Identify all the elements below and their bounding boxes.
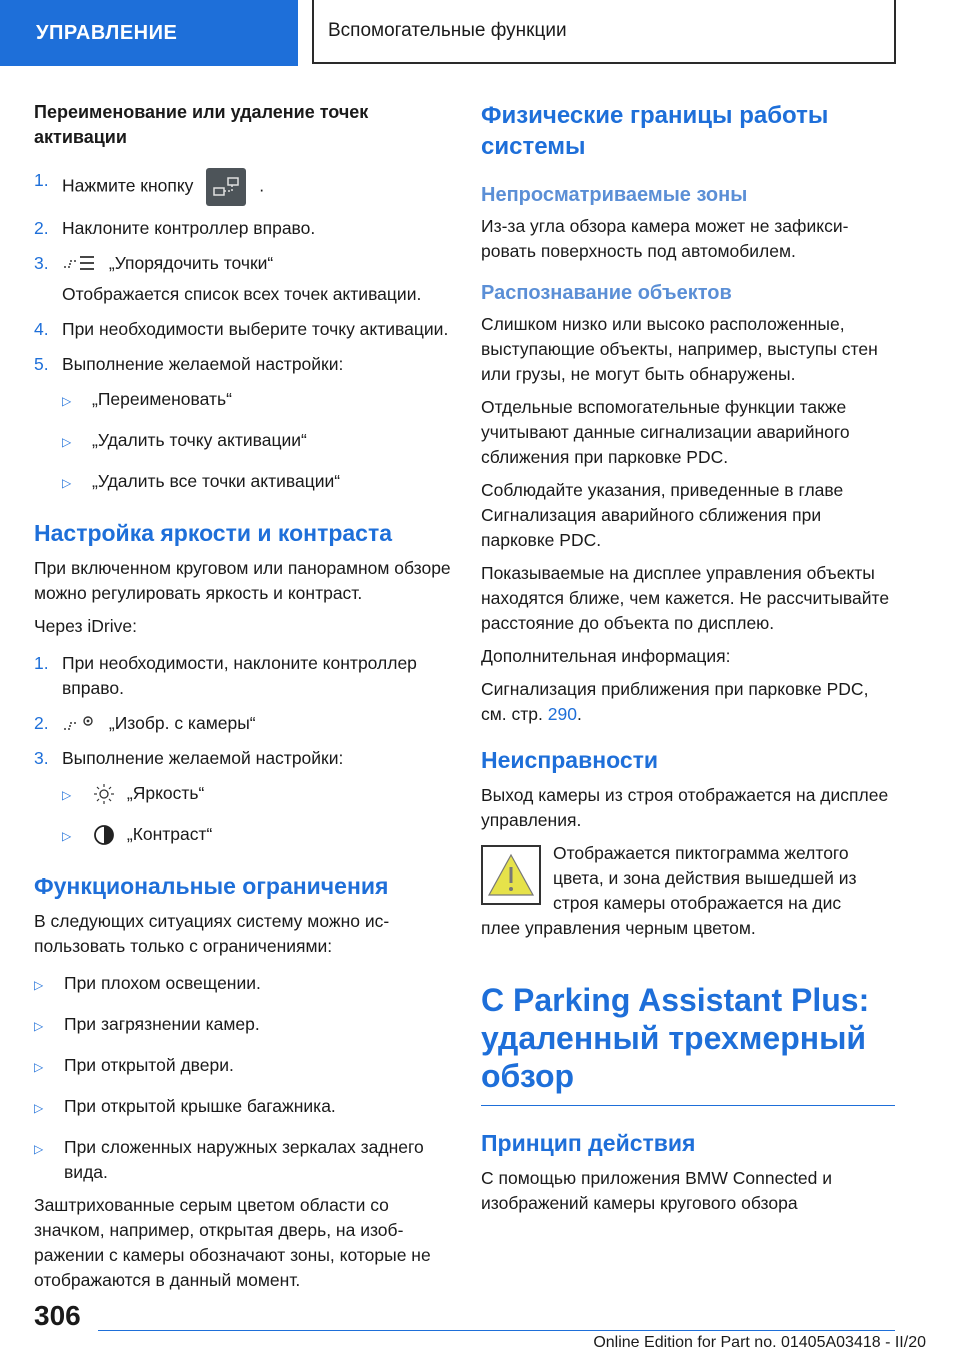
warning-pictogram	[481, 845, 541, 905]
step-text: „Изобр. с камеры“	[108, 713, 256, 733]
object-detection-heading: Распознавание объектов	[481, 282, 732, 304]
triangle-bullet-icon: ▷	[62, 829, 72, 843]
triangle-bullet-icon: ▷	[62, 435, 72, 449]
limit-item: ▷ При плохом освещении.	[34, 971, 454, 998]
principle-text: С помощью приложения BMW Connected и изображений камеры кругового обзора	[481, 1168, 833, 1213]
contrast-icon	[92, 824, 116, 846]
contrast-option: ▷ „Контраст“	[62, 822, 454, 849]
rename-step-4: 4. При необходимости выберите точку активации.	[34, 317, 454, 342]
right-column	[481, 100, 895, 1224]
physical-limits-heading: Физические границы работы системы	[481, 102, 829, 160]
step-text: Нажмите кнопку	[62, 175, 194, 196]
rename-heading: Переименование или удаление точек активации	[34, 102, 369, 147]
step-text: Наклоните контроллер вправо.	[62, 218, 316, 238]
header-chapter: Вспомогательные функции	[312, 0, 896, 64]
footer-edition: Online Edition for Part no. 01405A03418 - II/20	[593, 1334, 926, 1351]
rename-step-3: 3. „Упорядочить точки“ Отображается список всех точек активации.	[34, 251, 454, 307]
object-detection-p2: Отдельные вспомогательные функции также учитывают данные сигнализации аварийного сближения при парковке PDC.	[481, 397, 850, 467]
limit-item: ▷ При открытой крышке багажника.	[34, 1094, 454, 1121]
limits-outro: Заштрихованные серым цветом области со значком, например, открытая дверь, на изображении с камеры обозначают зоны, которые не отображаются в данный момент.	[34, 1195, 431, 1290]
faults-heading: Неисправности	[481, 747, 659, 773]
object-detection-p1: Слишком низко или высоко расположенные, выступающие объекты, например, выступы стен или грузы, не могут быть обнаружены.	[481, 314, 878, 384]
object-detection-p3: Соблюдайте указания, приведенные в главе Сигнализация аварийного сближения при парковке PDC.	[481, 480, 844, 550]
triangle-bullet-icon: ▷	[62, 476, 72, 490]
limit-item: ▷ При загрязнении камер.	[34, 1012, 454, 1039]
brightness-heading: Настройка яркости и контраста	[34, 520, 393, 546]
triangle-bullet-icon: ▷	[34, 1101, 44, 1115]
sort-points-icon	[62, 253, 98, 275]
rename-step-2: 2. Наклоните контроллер вправо.	[34, 216, 454, 241]
brightness-option: ▷ „Яркость“	[62, 781, 454, 808]
blind-zones-heading: Непросматриваемые зоны	[481, 184, 748, 206]
triangle-bullet-icon: ▷	[62, 394, 72, 408]
triangle-bullet-icon: ▷	[34, 1019, 44, 1033]
principle-heading: Принцип действия	[481, 1130, 696, 1156]
limit-item: ▷ При открытой двери.	[34, 1053, 454, 1080]
more-info-label: Дополнительная информация:	[481, 646, 731, 666]
limits-heading: Функциональные ограничения	[34, 873, 389, 899]
sun-icon	[92, 783, 116, 805]
step-suffix: .	[259, 175, 265, 196]
rename-option-1: ▷ „Переименовать“	[62, 387, 454, 414]
limits-intro: В следующих ситуациях систему можно использовать только с ограничениями:	[34, 911, 390, 956]
left-column	[34, 100, 454, 1301]
step-number: 1.	[34, 170, 49, 190]
object-detection-p4: Показываемые на дисплее управления объекты находятся ближе, чем кажется. Не рассчитывайте расстояние до объекта по дисплею.	[481, 563, 890, 633]
step-text: „Упорядочить точки“	[108, 253, 274, 273]
page-number: 306	[34, 1300, 81, 1331]
rename-step-1	[34, 168, 454, 206]
brightness-intro: При включенном круговом или панорамном обзоре можно регулировать яркость и контраст.	[34, 558, 451, 603]
brightness-step-3: 3. Выполнение желаемой настройки:	[34, 746, 454, 771]
warning-text: Отображается пиктограмма желтого цвета, и зона действия вышедшей из строя камеры отображается на дис	[553, 843, 857, 913]
page-reference-link[interactable]: 290	[547, 704, 577, 724]
brightness-step-2: 2. „Изобр. с камеры“	[34, 711, 454, 736]
rename-option-2: ▷ „Удалить точку активации“	[62, 428, 454, 455]
rename-step-5: 5. Выполнение желаемой настройки:	[34, 352, 454, 377]
triangle-bullet-icon: ▷	[34, 1142, 44, 1156]
camera-image-settings-icon	[62, 713, 98, 735]
warning-note	[481, 841, 895, 916]
limit-item: ▷ При сложенных наружных зеркалах заднего вида.	[34, 1135, 454, 1185]
step-text: При необходимости выберите точку активации.	[62, 319, 449, 339]
footer-divider	[98, 1330, 895, 1331]
parking-view-button-icon	[206, 168, 246, 206]
step-text: Выполнение желаемой настройки:	[62, 748, 344, 768]
header-section: УПРАВЛЕНИЕ	[0, 0, 298, 66]
triangle-bullet-icon: ▷	[34, 1060, 44, 1074]
rename-option-3: ▷ „Удалить все точки активации“	[62, 469, 454, 496]
triangle-bullet-icon: ▷	[62, 788, 72, 802]
brightness-step-1: 1. При необходимости, наклоните контроллер вправо.	[34, 651, 454, 701]
warning-text-continued: плее управления черным цветом.	[481, 918, 756, 938]
parking-assistant-heading: C Parking Assistant Plus: удаленный трехмерный обзор	[481, 981, 895, 1106]
blind-zones-text: Из-за угла обзора камера может не зафиксировать поверхность под автомобилем.	[481, 216, 849, 261]
faults-text: Выход камеры из строя отображается на дисплее управления.	[481, 785, 889, 830]
step-note: Отображается список всех точек активации.	[62, 284, 422, 304]
step-text: Выполнение желаемой настройки:	[62, 354, 344, 374]
more-info-text: Сигнализация приближения при парковке PDC, см. стр. 290.	[481, 679, 869, 724]
step-text: При необходимости, наклоните контроллер вправо.	[62, 653, 417, 698]
triangle-bullet-icon: ▷	[34, 978, 44, 992]
brightness-via: Через iDrive:	[34, 616, 137, 636]
